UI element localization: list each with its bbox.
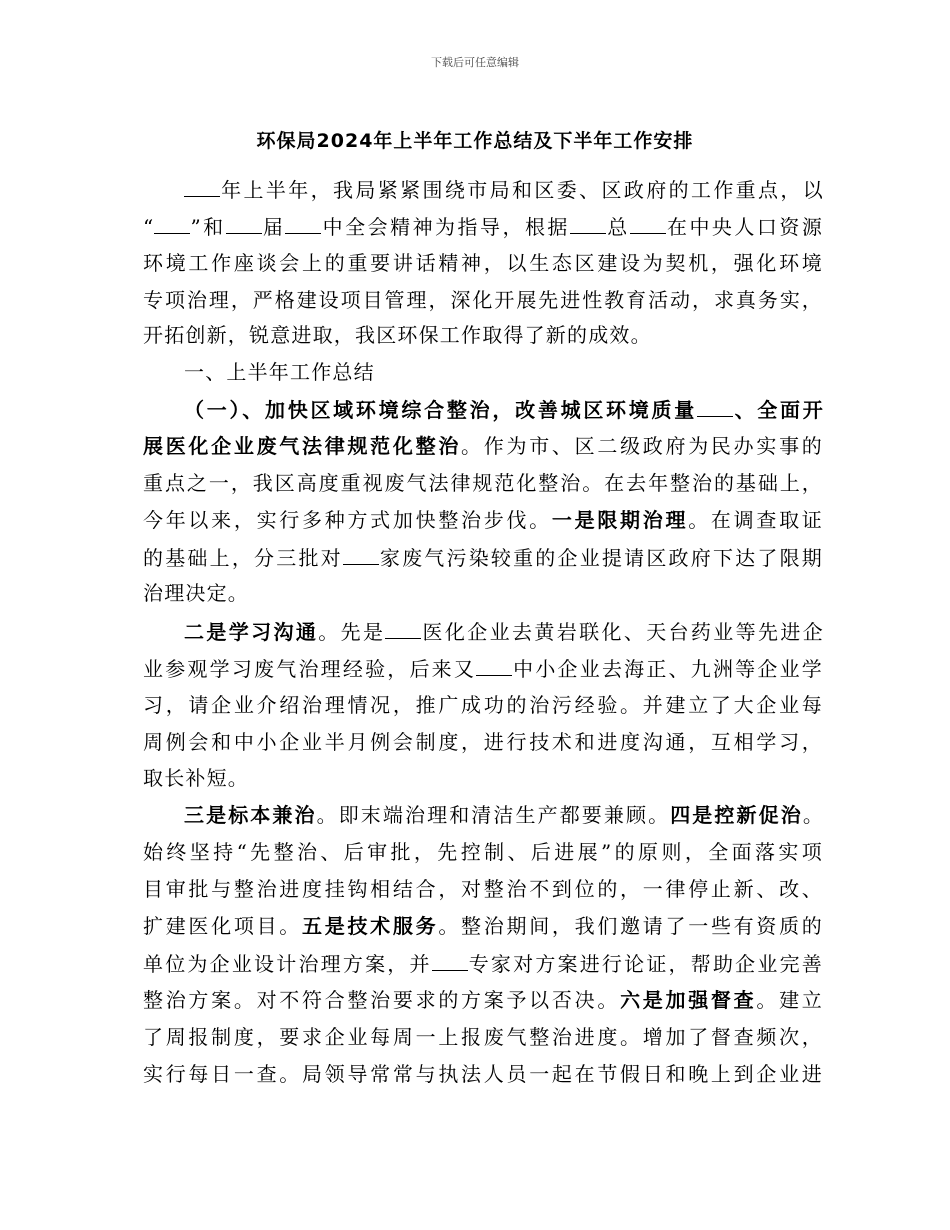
body-line	[143, 763, 823, 793]
text-segment: 了周报制度，要求企业每周一上报废气整治进度。增加了督查频次，	[143, 1025, 823, 1049]
body-line	[143, 320, 823, 350]
bold-text: 四是控新促治	[670, 803, 803, 827]
text-segment: 取长补短。	[143, 766, 249, 790]
text-segment: ”和	[190, 215, 226, 239]
text-segment: 扩建医化项目。	[143, 914, 303, 938]
fill-in-blank	[343, 542, 379, 565]
text-segment: 治理决定。	[143, 581, 249, 605]
text-segment: 重点之一，我区高度重视废气法律规范化整治。在去年整治的基础上，	[143, 471, 823, 495]
text-segment: 。即末端治理和清洁生产都要兼顾。	[316, 803, 671, 827]
document-title: 环保局2024年上半年工作总结及下半年工作安排	[256, 130, 694, 152]
body-line	[184, 174, 824, 204]
body-line	[184, 357, 824, 387]
text-segment: 目审批与整治进度挂钩相结合，对整治不到位的，一律停止新、改、	[143, 877, 823, 901]
body-line	[143, 431, 823, 461]
body-line	[184, 394, 824, 424]
body-line	[184, 616, 824, 646]
body-line	[143, 468, 823, 498]
text-segment: “	[143, 215, 155, 239]
fill-in-blank	[184, 174, 220, 197]
text-segment: 年上半年，我局紧紧围绕市局和区委、区政府的工作重点，以	[220, 178, 824, 202]
text-segment: 今年以来，实行多种方式加快整治步伐。	[143, 508, 552, 532]
body-line	[143, 911, 823, 941]
bold-text: 一是限期治理	[551, 508, 689, 532]
body-line	[143, 285, 823, 315]
text-segment: 专项治理，严格建设项目管理，深化开展先进性教育活动，求真务实，	[143, 288, 823, 312]
bold-text: （一）、加快区域环境综合整治，改善城区环境质量	[184, 398, 698, 422]
text-segment: 。建立	[756, 988, 824, 1012]
bold-text: 二是学习沟通	[184, 620, 319, 644]
body-line	[143, 505, 823, 535]
bold-text: 展医化企业废气法律规范化整治	[143, 434, 462, 458]
text-segment: 中全会精神为指导，根据	[321, 215, 570, 239]
text-segment: 环境工作座谈会上的重要讲话精神，以生态区建设为契机，强化环境	[143, 251, 823, 275]
text-segment: 。作为市、区二级政府为民办实事的	[461, 434, 823, 458]
bold-text: 、全面开	[733, 398, 824, 422]
fill-in-blank	[226, 211, 262, 234]
text-segment: 届	[261, 215, 286, 239]
body-line	[143, 985, 823, 1015]
bold-text: 六是加强督查	[620, 988, 757, 1012]
body-line	[143, 690, 823, 720]
text-segment: 整治方案。对不符合整治要求的方案予以否决。	[143, 988, 621, 1012]
bold-text: 五是技术服务	[302, 914, 439, 938]
text-segment: 实行每日一查。局领导常常与执法人员一起在节假日和晚上到企业进	[143, 1062, 823, 1086]
text-segment: 。	[802, 803, 825, 827]
body-line	[143, 542, 823, 572]
text-segment: 家废气污染较重的企业提请区政府下达了限期	[378, 546, 823, 570]
body-line	[143, 837, 823, 867]
text-segment: 。在调查取证	[688, 508, 824, 532]
text-segment: 。整治期间，我们邀请了一些有资质的	[438, 914, 824, 938]
fill-in-blank	[285, 211, 321, 234]
body-line	[143, 653, 823, 683]
text-segment: 专家对方案进行论证，帮助企业完善	[467, 952, 823, 976]
fill-in-blank	[432, 948, 468, 971]
fill-in-blank	[385, 616, 421, 639]
fill-in-blank	[630, 211, 666, 234]
body-line	[143, 1022, 823, 1052]
text-segment: 的基础上，分三批对	[143, 546, 343, 570]
body-line	[143, 874, 823, 904]
body-line	[143, 578, 823, 608]
body-line	[143, 211, 823, 241]
text-segment: 一、上半年工作总结	[184, 360, 375, 384]
text-segment: 习，请企业介绍治理情况，推广成功的治污经验。并建立了大企业每	[143, 693, 823, 717]
bold-text: 三是标本兼治	[184, 803, 317, 827]
text-segment: 医化企业去黄岩联化、天台药业等先进企	[421, 620, 824, 644]
text-segment: 开拓创新，锐意进取，我区环保工作取得了新的成效。	[143, 323, 652, 347]
text-segment: 中小企业去海正、九洲等企业学	[512, 657, 823, 681]
fill-in-blank	[570, 211, 606, 234]
fill-in-blank	[697, 394, 733, 417]
body-line	[143, 1059, 823, 1089]
fill-in-blank	[476, 653, 512, 676]
text-segment: 。先是	[318, 620, 386, 644]
fill-in-blank	[154, 211, 190, 234]
text-segment: 在中央人口资源	[665, 215, 824, 239]
text-segment: 总	[605, 215, 630, 239]
text-segment: 周例会和中小企业半月例会制度，进行技术和进度沟通，互相学习，	[143, 730, 823, 754]
body-line	[184, 800, 824, 830]
body-line	[143, 248, 823, 278]
body-line	[143, 727, 823, 757]
text-segment: 业参观学习废气治理经验，后来又	[143, 657, 477, 681]
body-line	[143, 948, 823, 978]
text-segment: 始终坚持“先整治、后审批，先控制、后进展”的原则，全面落实项	[143, 840, 823, 864]
text-segment: 单位为企业设计治理方案，并	[143, 952, 432, 976]
header-note: 下载后可任意编辑	[431, 56, 519, 69]
